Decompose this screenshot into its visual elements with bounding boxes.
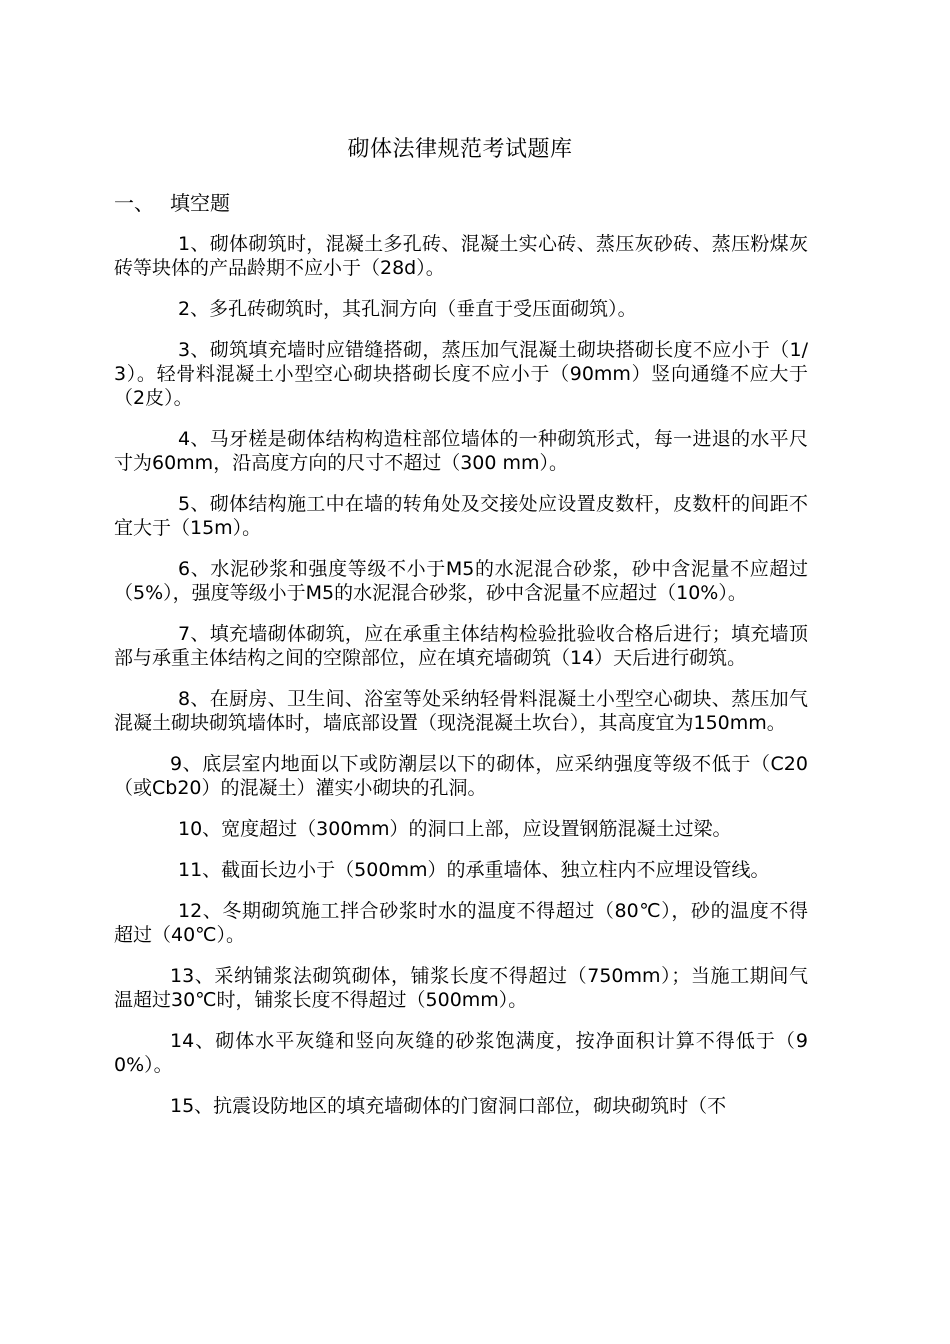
question-item: 7、填充墙砌体砌筑，应在承重主体结构检验批验收合格后进行；填充墙顶部与承重主体结构之间的空隙部位，应在填充墙砌筑（14）天后进行砌筑。 — [114, 623, 808, 669]
document-title: 砌体法律规范考试题库 — [347, 137, 573, 162]
question-item: 1、砌体砌筑时，混凝土多孔砖、混凝土实心砖、蒸压灰砂砖、蒸压粉煤灰砖等块体的产品龄期不应小于（28d）。 — [114, 233, 808, 279]
section-heading — [114, 190, 230, 216]
question-item: 14、砌体水平灰缝和竖向灰缝的砂浆饱满度，按净面积计算不得低于（90%）。 — [114, 1030, 808, 1076]
question-item: 11、截面长边小于（500mm）的承重墙体、独立柱内不应埋设管线。 — [178, 859, 770, 881]
section-label: 填空题 — [170, 191, 230, 215]
question-item: 3、砌筑填充墙时应错缝搭砌，蒸压加气混凝土砌块搭砌长度不应小于（1/3）。轻骨料混凝土小型空心砌块搭砌长度不应小于（90mm）竖向通缝不应大于（2皮）。 — [114, 339, 808, 409]
question-list — [114, 232, 808, 1135]
question-item: 15、抗震设防地区的填充墙砌体的门窗洞口部位，砌块砌筑时（不 — [170, 1095, 727, 1117]
question-item: 6、水泥砂浆和强度等级不小于M5的水泥混合砂浆，砂中含泥量不应超过（5%），强度等级小于M5的水泥混合砂浆，砂中含泥量不应超过（10%）。 — [114, 558, 808, 604]
question-item: 13、采纳铺浆法砌筑砌体，铺浆长度不得超过（750mm）；当施工期间气温超过30℃时，铺浆长度不得超过（500mm）。 — [114, 965, 808, 1011]
question-item: 9、底层室内地面以下或防潮层以下的砌体，应采纳强度等级不低于（C20（或Cb20）的混凝土）灌实小砌块的孔洞。 — [114, 753, 808, 799]
question-item: 2、多孔砖砌筑时，其孔洞方向（垂直于受压面砌筑）。 — [178, 298, 637, 320]
question-item: 10、宽度超过（300mm）的洞口上部，应设置钢筋混凝土过梁。 — [178, 818, 732, 840]
question-item: 5、砌体结构施工中在墙的转角处及交接处应设置皮数杆，皮数杆的间距不宜大于（15m）。 — [114, 493, 808, 539]
question-item: 8、在厨房、卫生间、浴室等处采纳轻骨料混凝土小型空心砌块、蒸压加气混凝土砌块砌筑墙体时，墙底部设置（现浇混凝土坎台），其高度宜为150mm。 — [114, 688, 808, 734]
section-number: 一、 — [114, 191, 154, 215]
question-item: 4、马牙槎是砌体结构构造柱部位墙体的一种砌筑形式，每一进退的水平尺寸为60mm，沿高度方向的尺寸不超过（300 mm）。 — [114, 428, 808, 474]
question-item: 12、冬期砌筑施工拌合砂浆时水的温度不得超过（80℃），砂的温度不得超过（40℃）。 — [114, 900, 808, 946]
